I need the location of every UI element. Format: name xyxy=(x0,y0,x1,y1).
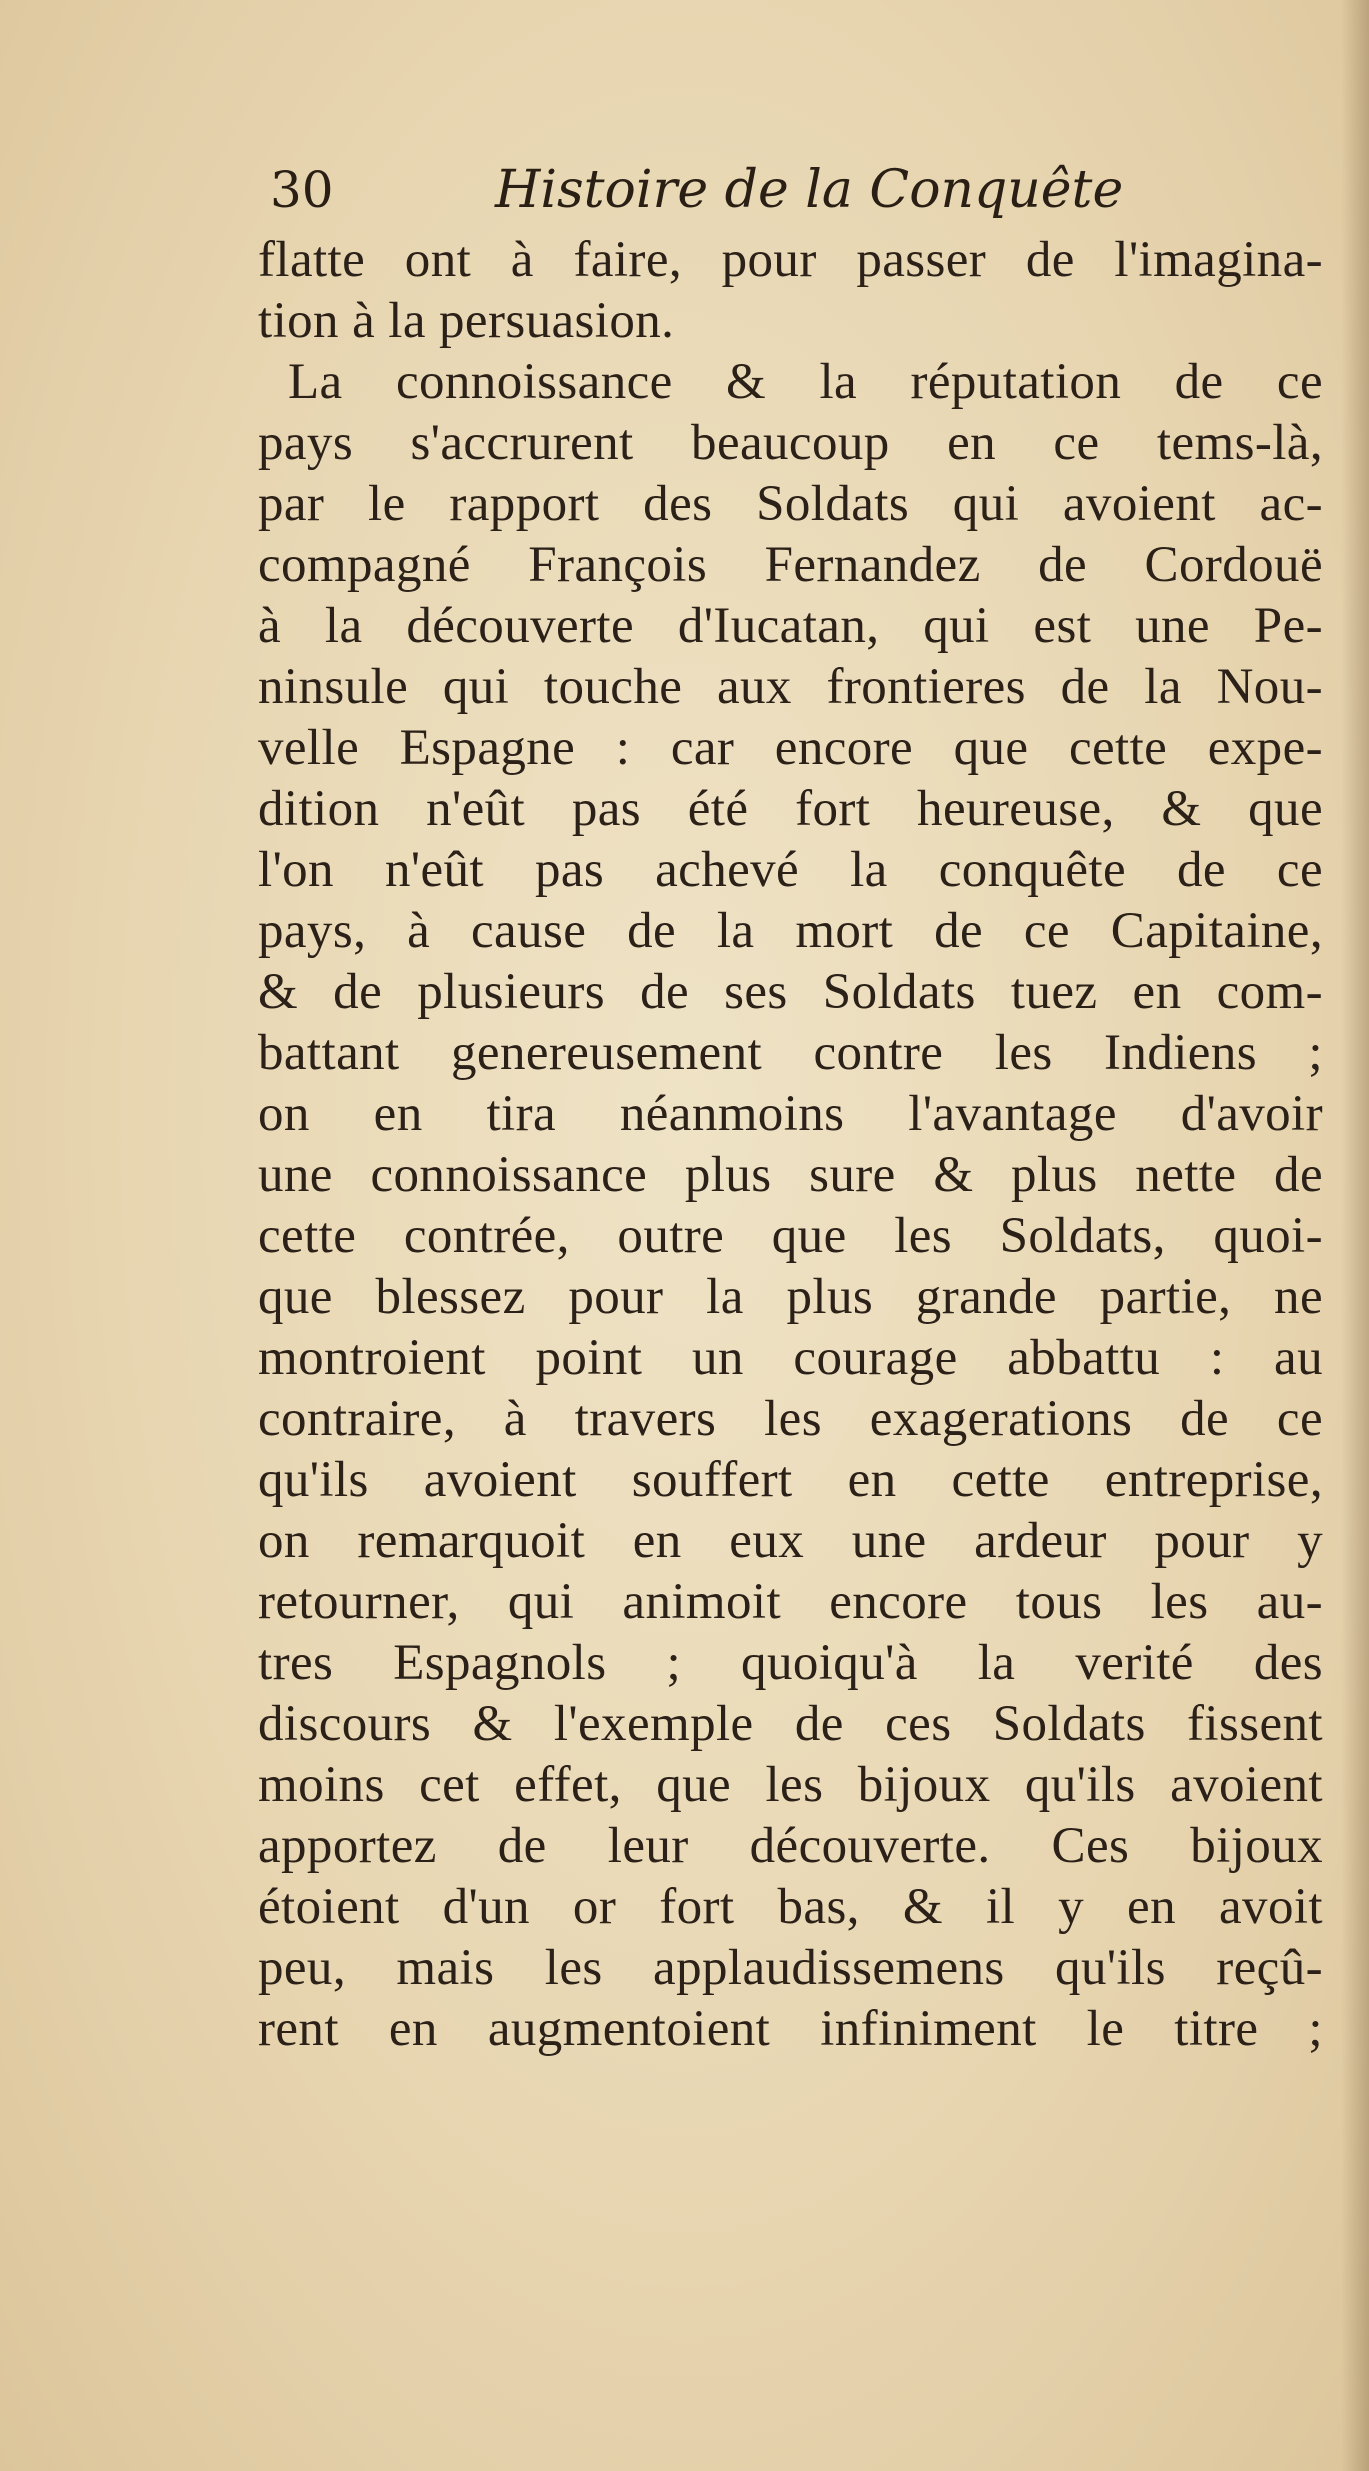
text-line: tres Espagnols ; quoiqu'à la verité des xyxy=(258,1635,1323,1691)
running-title: Histoire de la Conquête xyxy=(495,160,1124,220)
text-line: pays s'accrurent beaucoup en ce tems-là, xyxy=(258,415,1323,471)
text-line: on en tira néanmoins l'avantage d'avoir xyxy=(258,1086,1323,1142)
text-line: dition n'eût pas été fort heureuse, & que xyxy=(258,781,1323,837)
text-line: velle Espagne : car encore que cette expe- xyxy=(258,720,1323,776)
text-line: tion à la persuasion. xyxy=(258,293,675,349)
text-line: cette contrée, outre que les Soldats, quoi- xyxy=(258,1208,1323,1264)
text-line: apportez de leur découverte. Ces bijoux xyxy=(258,1818,1323,1874)
text-line: l'on n'eût pas achevé la conquête de ce xyxy=(258,842,1323,898)
text-line: flatte ont à faire, pour passer de l'imagina- xyxy=(258,232,1323,288)
text-line: que blessez pour la plus grande partie, ne xyxy=(258,1269,1323,1325)
page-number: 30 xyxy=(270,161,334,219)
text-line: on remarquoit en eux une ardeur pour y xyxy=(258,1513,1323,1569)
text-line: par le rapport des Soldats qui avoient ac- xyxy=(258,476,1323,532)
text-line: à la découverte d'Iucatan, qui est une Pe- xyxy=(258,598,1323,654)
body-text xyxy=(258,230,1323,2060)
text-line: une connoissance plus sure & plus nette de xyxy=(258,1147,1323,1203)
text-line: retourner, qui animoit encore tous les au- xyxy=(258,1574,1323,1630)
text-line: moins cet effet, que les bijoux qu'ils avoient xyxy=(258,1757,1323,1813)
page-header xyxy=(270,150,1330,230)
page-edge-shadow xyxy=(1341,0,1369,2471)
text-line: étoient d'un or fort bas, & il y en avoit xyxy=(258,1879,1323,1935)
text-line: compagné François Fernandez de Cordouë xyxy=(258,537,1323,593)
text-line: battant genereusement contre les Indiens ; xyxy=(258,1025,1323,1081)
text-line: qu'ils avoient souffert en cette entreprise, xyxy=(258,1452,1323,1508)
text-line: peu, mais les applaudissemens qu'ils reçû- xyxy=(258,1940,1323,1996)
text-line: & de plusieurs de ses Soldats tuez en com- xyxy=(258,964,1323,1020)
text-line: rent en augmentoient infiniment le titre ; xyxy=(258,2001,1323,2057)
text-line: contraire, à travers les exagerations de ce xyxy=(258,1391,1323,1447)
text-line: La connoissance & la réputation de ce xyxy=(288,354,1323,410)
text-line: discours & l'exemple de ces Soldats fissent xyxy=(258,1696,1323,1752)
text-line: pays, à cause de la mort de ce Capitaine, xyxy=(258,903,1323,959)
text-line: ninsule qui touche aux frontieres de la Nou- xyxy=(258,659,1323,715)
text-line: montroient point un courage abbattu : au xyxy=(258,1330,1323,1386)
